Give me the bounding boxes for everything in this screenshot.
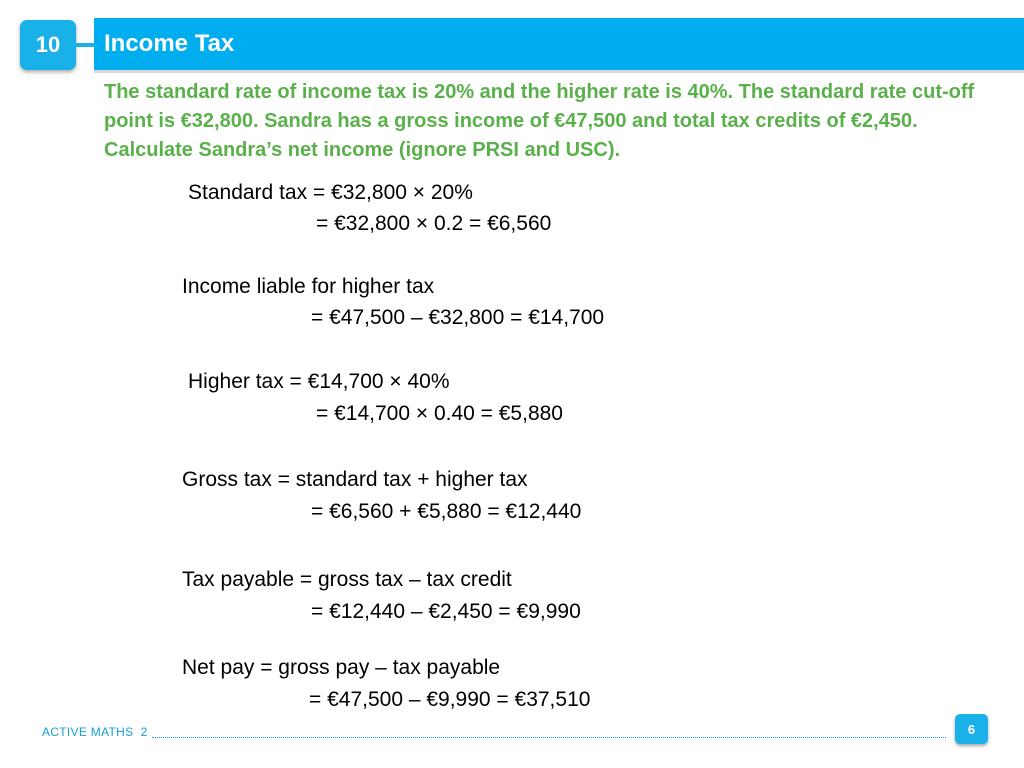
gross-tax-line-2: = €6,560 + €5,880 = €12,440 xyxy=(311,500,582,523)
income-liable-line-1: Income liable for higher tax xyxy=(182,275,435,298)
higher-tax-line-1: Higher tax = €14,700 × 40% xyxy=(188,370,450,393)
page-number-badge: 6 xyxy=(955,714,988,744)
tax-payable-line-2: = €12,440 – €2,450 = €9,990 xyxy=(311,600,581,623)
title-bar xyxy=(94,18,1024,73)
gross-tax-line-1: Gross tax = standard tax + higher tax xyxy=(182,468,528,491)
net-pay-line-2: = €47,500 – €9,990 = €37,510 xyxy=(309,688,591,711)
header-connector xyxy=(76,43,96,47)
page-title: Income Tax xyxy=(104,30,235,57)
chapter-number-badge: 10 xyxy=(20,20,76,70)
tax-payable-line-1: Tax payable = gross tax – tax credit xyxy=(182,568,512,591)
standard-tax-line-1: Standard tax = €32,800 × 20% xyxy=(188,181,473,204)
higher-tax-line-2: = €14,700 × 0.40 = €5,880 xyxy=(316,402,563,425)
standard-tax-line-2: = €32,800 × 0.2 = €6,560 xyxy=(316,212,552,235)
net-pay-line-1: Net pay = gross pay – tax payable xyxy=(182,656,501,679)
book-title: ACTIVE MATHS 2 xyxy=(42,725,148,739)
question-text: The standard rate of income tax is 20% and the higher rate is 40%. The standard rate cut-off point is €32,800. Sandra has a gross income of €47,500 and total tax credits of €2,450. Calculate Sandra’s net income (ignore PRSI and USC). xyxy=(104,81,975,161)
income-liable-line-2: = €47,500 – €32,800 = €14,700 xyxy=(311,306,605,329)
footer-divider xyxy=(152,737,946,738)
